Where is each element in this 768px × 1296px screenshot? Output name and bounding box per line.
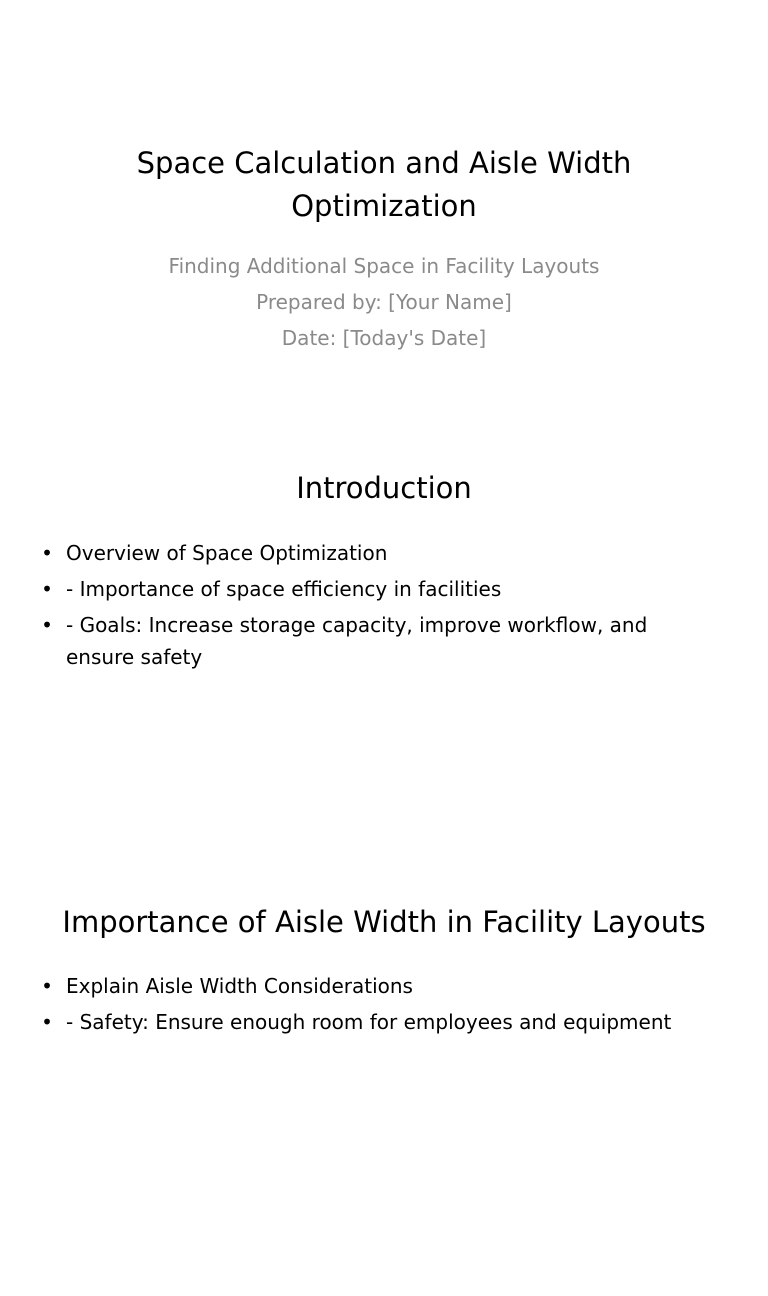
presentation-title: Space Calculation and Aisle Width Optimization <box>136 146 632 223</box>
introduction-title: Introduction <box>296 471 472 505</box>
bullet-text: - Safety: Ensure enough room for employees and equipment <box>66 1010 672 1034</box>
bullet-text: - Goals: Increase storage capacity, improve workflow, and ensure safety <box>66 613 648 669</box>
subtitle-line: Finding Additional Space in Facility Layouts <box>168 254 600 278</box>
bullet-icon: • <box>41 541 53 565</box>
list-item <box>40 1006 680 1038</box>
bullet-icon: • <box>41 1010 53 1034</box>
subtitle-block <box>100 248 668 356</box>
bullet-icon: • <box>41 613 53 637</box>
introduction-bullet-list <box>40 537 680 677</box>
introduction-slide <box>0 432 768 864</box>
bullet-icon: • <box>41 974 53 998</box>
aisle-width-title: Importance of Aisle Width in Facility Layouts <box>62 905 706 939</box>
bullet-text: Overview of Space Optimization <box>66 541 388 565</box>
bullet-text: Explain Aisle Width Considerations <box>66 974 413 998</box>
aisle-width-slide <box>0 864 768 1296</box>
list-item <box>40 537 680 569</box>
bullet-icon: • <box>41 577 53 601</box>
list-item <box>40 609 680 673</box>
list-item <box>40 970 680 1002</box>
list-item <box>40 573 680 605</box>
bullet-text: - Importance of space efficiency in facilities <box>66 577 502 601</box>
title-slide <box>0 0 768 432</box>
date-line: Date: [Today's Date] <box>281 326 487 350</box>
prepared-by-line: Prepared by: [Your Name] <box>256 290 512 314</box>
aisle-width-bullet-list <box>40 970 680 1042</box>
